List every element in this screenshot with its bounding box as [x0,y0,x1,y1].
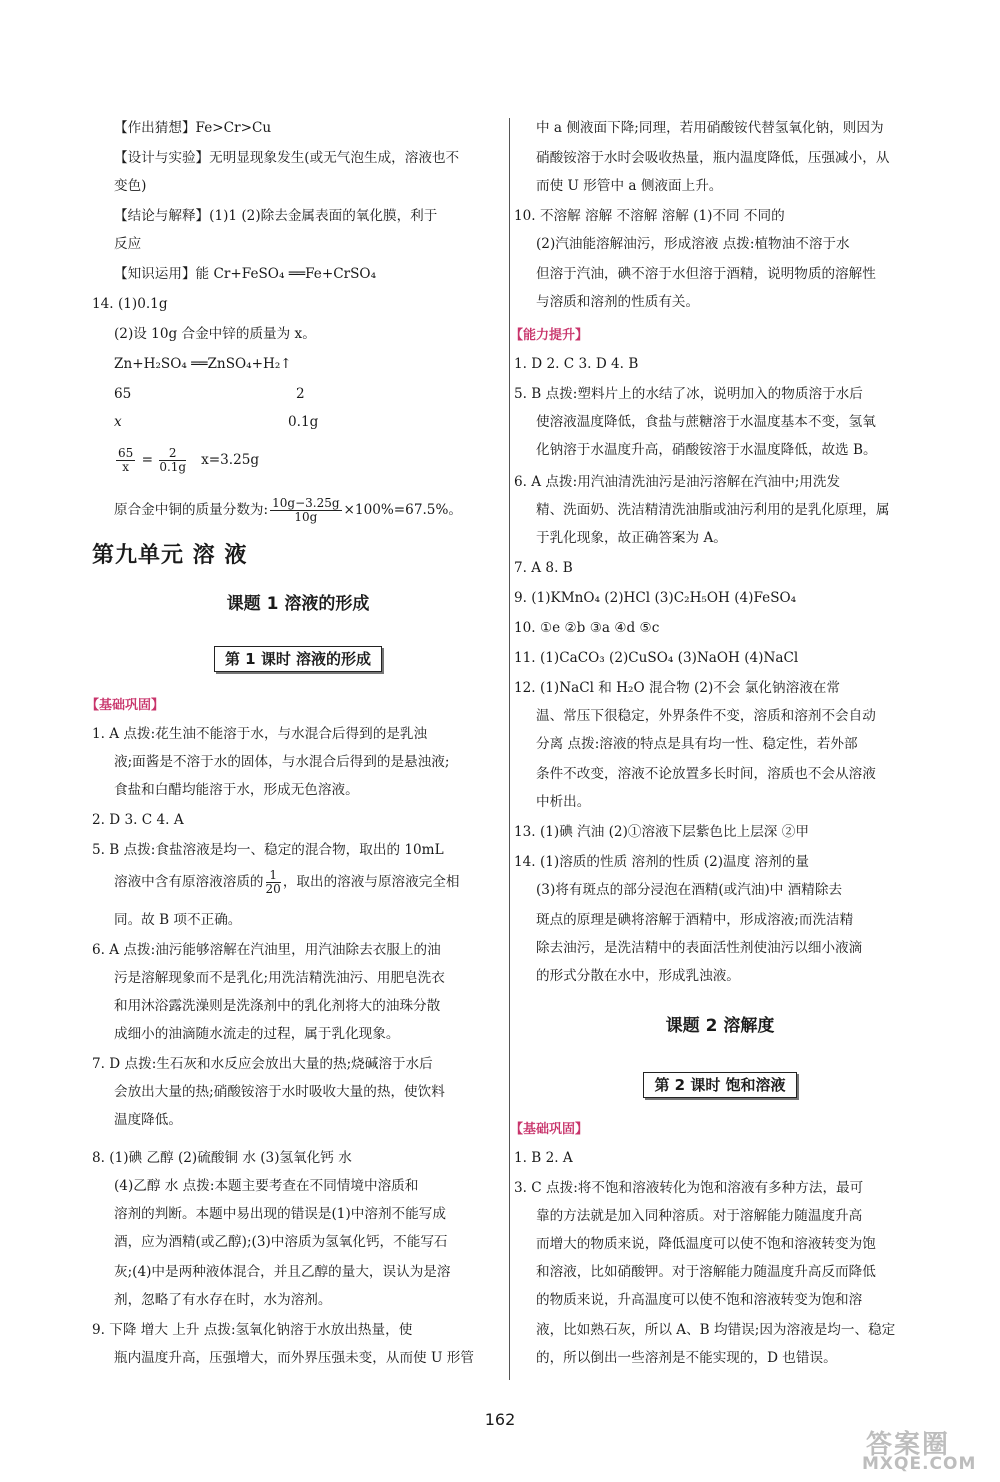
answer-line: 使溶液温度降低，食盐与蔗糖溶于水温度基本不变，氢氧 [536,414,876,430]
answer-line: 与溶质和溶剂的性质有关。 [536,294,700,310]
answer-line: 食盐和白醋均能溶于水，形成无色溶液。 [114,782,359,798]
text-line: 【作出猜想】Fe>Cr>Cu [114,120,272,136]
answer-line: 5. B 点拨:塑料片上的水结了冰，说明加入的物质溶于水后 [514,386,863,402]
answer-line: 瓶内温度升高，压强增大，而外界压强未变，从而使 U 形管 [114,1350,474,1366]
topic-title: 课题 1 溶液的形成 [226,594,370,614]
fraction-equation: 原合金中铜的质量分数为: $\frac{10g-3.25g}{10g}$ ×100%=67.5%。 [114,496,462,524]
answer-line: 5. B 点拨:食盐溶液是均一、稳定的混合物，取出的 10mL [92,842,444,858]
answer-line: 1. B 2. A [514,1150,573,1166]
text-line: 14. (1)0.1g [92,296,168,312]
answer-line: 8. (1)碘 乙醇 (2)硫酸铜 水 (3)氢氧化钙 水 [92,1150,352,1166]
answer-line: 14. (1)溶质的性质 溶剂的性质 (2)温度 溶剂的量 [514,854,809,870]
answer-line: 的形式分散在水中，形成乳浊液。 [536,968,740,984]
answer-line: 酒，应为酒精(或乙醇);(3)中溶质为氢氧化钙，不能写石 [114,1234,448,1250]
answer-line: 会放出大量的热;硝酸铵溶于水时吸收大量的热，使饮料 [114,1084,445,1100]
answer-line: 1. D 2. C 3. D 4. B [514,356,639,372]
answer-line: 靠的方法就是加入同种溶质。对于溶解能力随温度升高 [536,1208,863,1224]
answer-line: 2. D 3. C 4. A [92,812,184,828]
answer-line: 温度降低。 [114,1112,182,1128]
answer-line: 剂，忽略了有水存在时，水为溶剂。 [114,1292,332,1308]
text-line: 反应 [114,236,142,252]
section-heading: 【基础巩固】 [510,1122,589,1137]
lesson-title: 第 1 课时 溶液的形成 [214,646,382,672]
answer-line: 7. D 点拨:生石灰和水反应会放出大量的热;烧碱溶于水后 [92,1056,433,1072]
answer-line: 中析出。 [536,794,591,810]
answer-line: 但溶于汽油，碘不溶于水但溶于酒精，说明物质的溶解性 [536,266,876,282]
text-line: 【结论与解释】(1)1 (2)除去金属表面的氧化膜，利于 [114,208,438,224]
watermark-title: 答案圈 [866,1430,951,1460]
answer-line: 成细小的油滴随水流走的过程，属于乳化现象。 [114,1026,400,1042]
answer-line: 中 a 侧液面下降;同理，若用硝酸铵代替氢氧化钠，则因为 [536,120,884,136]
topic-title: 课题 2 溶解度 [665,1016,775,1036]
answer-line: 的物质来说，升高温度可以使不饱和溶液转变为饱和溶 [536,1292,863,1308]
watermark-logo [860,1424,988,1476]
equation-line: Zn+H₂SO₄ ══ZnSO₄+H₂↑ [114,356,292,372]
answer-line: 3. C 点拨:将不饱和溶液转化为饱和溶液有多种方法，最可 [514,1180,864,1196]
equation-line: 0.1g [288,414,319,430]
answer-line: 和用沐浴露洗澡则是洗涤剂中的乳化剂将大的油珠分散 [114,998,441,1014]
equation-line: 65 [114,386,132,402]
answer-line: 灰;(4)中是两种液体混合，并且乙醇的量大，误认为是溶 [114,1264,451,1280]
page-number: 162 [484,1410,516,1429]
answer-line: 12. (1)NaCl 和 H₂O 混合物 (2)不会 氯化钠溶液在常 [514,680,840,696]
answer-line: 化钠溶于水温度升高，硝酸铵溶于水温度降低，故选 B。 [536,442,877,458]
section-heading: 【基础巩固】 [86,698,165,713]
answer-line: 10. ①e ②b ③a ④d ⑤c [514,620,660,636]
answer-line: 11. (1)CaCO₃ (2)CuSO₄ (3)NaOH (4)NaCl [514,650,799,666]
answer-line: (3)将有斑点的部分浸泡在酒精(或汽油)中 酒精除去 [536,882,843,898]
answer-line: 精、洗面奶、洗洁精清洗油脂或油污利用的是乳化原理，属 [536,502,890,518]
lesson-title: 第 2 课时 饱和溶液 [643,1072,796,1098]
answer-line: 同。故 B 项不正确。 [114,912,242,928]
answer-line: (4)乙醇 水 点拨:本题主要考查在不同情境中溶质和 [114,1178,419,1194]
text-line: 【知识运用】能 Cr+FeSO₄ ══Fe+CrSO₄ [114,266,377,282]
equation-line: 2 [296,386,305,402]
fraction-equation: $\frac{65}{x}$ = $\frac{2}{0.1g}$ x=3.25g [118,446,260,474]
answer-line: 而使 U 形管中 a 侧液面上升。 [536,178,723,194]
answer-line: 溶液中含有原溶液溶质的 $\frac{1}{20}$ ，取出的溶液与原溶液完全相 [114,868,460,896]
answer-line: 10. 不溶解 溶解 不溶解 溶解 (1)不同 不同的 [514,208,785,224]
answer-line: 条件不改变，溶液不论放置多长时间，溶质也不会从溶液 [536,766,876,782]
text-line: 【设计与实验】无明显现象发生(或无气泡生成，溶液也不 [114,150,460,166]
answer-line: 硝酸铵溶于水时会吸收热量，瓶内温度降低，压强减小，从 [536,150,890,166]
answer-line: 液，比如熟石灰，所以 A、B 均错误;因为溶液是均一、稳定 [536,1322,896,1338]
unit-title: 第九单元 溶 液 [92,543,248,568]
answer-line: 于乳化现象，故正确答案为 A。 [536,530,727,546]
answer-line: 的，所以倒出一些溶剂是不能实现的，D 也错误。 [536,1350,837,1366]
answer-line: 1. A 点拨:花生油不能溶于水，与水混合后得到的是乳浊 [92,726,428,742]
answer-line: 除去油污，是洗洁精中的表面活性剂使油污以细小液滴 [536,940,863,956]
text-line: (2)设 10g 合金中锌的质量为 x。 [114,326,316,342]
fraction: $\frac{1}{20}$ [265,868,281,896]
lesson-box-wrap [92,646,504,672]
answer-line: 而增大的物质来说，降低温度可以使不饱和溶液转变为饱 [536,1236,876,1252]
fraction: $\frac{65}{x}$ [118,446,134,474]
answer-line: 13. (1)碘 汽油 (2)①溶液下层紫色比上层深 ②甲 [514,824,809,840]
answer-line: (2)汽油能溶解油污，形成溶液 点拨:植物油不溶于水 [536,236,850,252]
answer-line: 温、常压下很稳定，外界条件不变，溶质和溶剂不会自动 [536,708,876,724]
answer-line: 7. A 8. B [514,560,573,576]
answer-line: 9. (1)KMnO₄ (2)HCl (3)C₂H₅OH (4)FeSO₄ [514,590,797,606]
fraction: $\frac{10g-3.25g}{10g}$ [272,496,340,524]
answer-line: 污是溶解现象而不是乳化;用洗洁精洗油污、用肥皂洗衣 [114,970,445,986]
answer-line: 和溶液，比如硝酸钾。对于溶解能力随温度升高反而降低 [536,1264,876,1280]
answer-line: 液;面酱是不溶于水的固体，与水混合后得到的是悬浊液; [114,754,450,770]
answer-line: 6. A 点拨:用汽油清洗油污是油污溶解在汽油中;用洗发 [514,474,841,490]
answer-line: 斑点的原理是碘将溶解于酒精中，形成溶液;而洗洁精 [536,912,854,928]
answer-line: 分离 点拨:溶液的特点是具有均一性、稳定性，若外部 [536,736,858,752]
fraction: $\frac{2}{0.1g}$ [159,446,187,474]
answer-line: 9. 下降 增大 上升 点拨:氢氧化钠溶于水放出热量，使 [92,1322,413,1338]
text-line: 变色) [114,178,147,194]
answer-line: 6. A 点拨:油污能够溶解在汽油里，用汽油除去衣服上的油 [92,942,441,958]
watermark-url: MXQE.COM [862,1454,977,1474]
equation-line: x [114,414,122,430]
section-heading: 【能力提升】 [510,328,589,343]
column-divider [509,118,510,1380]
lesson-box-wrap [514,1072,926,1098]
answer-line: 溶剂的判断。本题中易出现的错误是(1)中溶剂不能写成 [114,1206,446,1222]
